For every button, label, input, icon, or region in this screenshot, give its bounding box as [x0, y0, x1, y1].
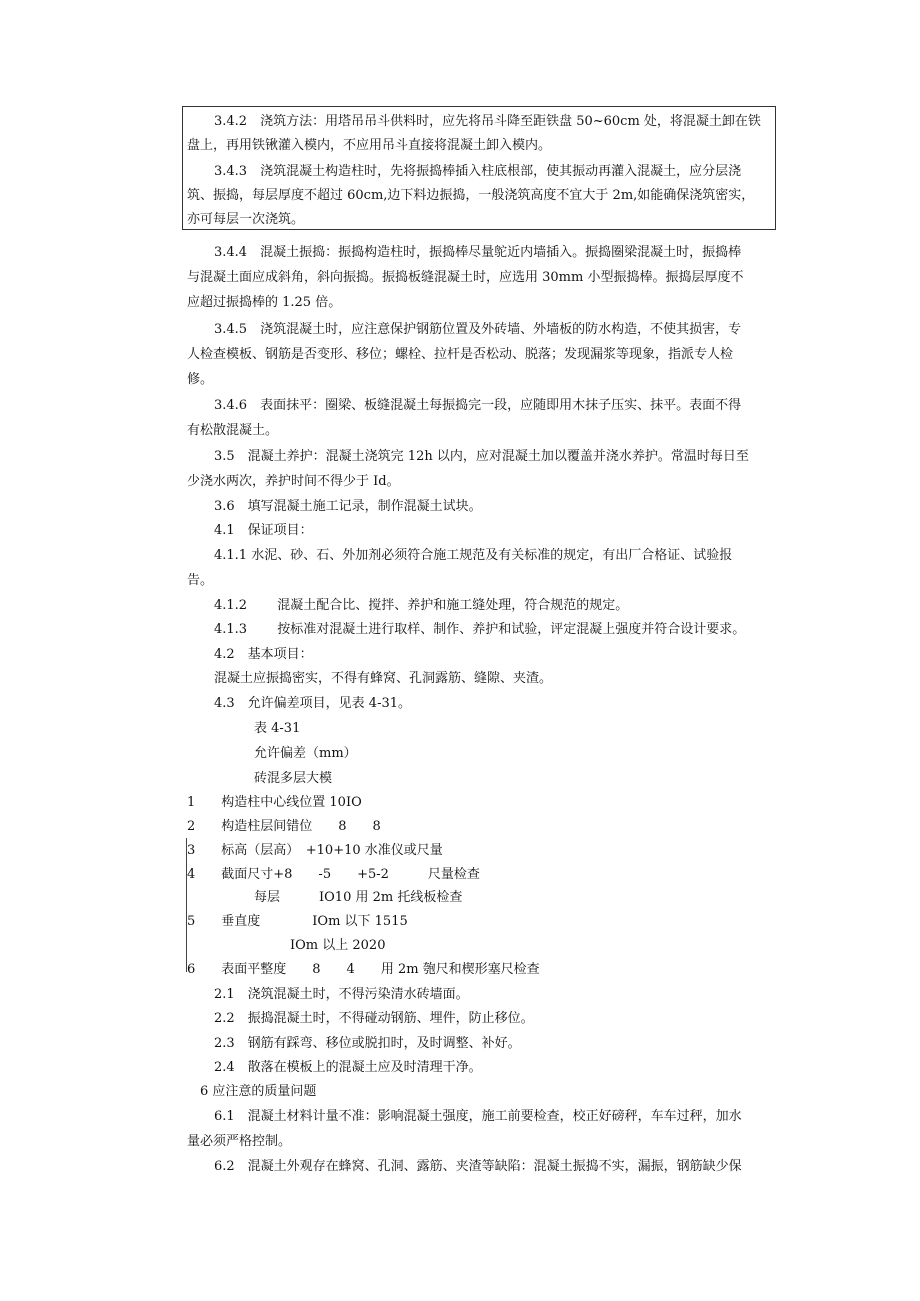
para-4-1-1-line2: 告。 — [187, 573, 214, 588]
para-3-4-6-line2: 有松散混凝土。 — [187, 423, 279, 438]
para-3-4-2-line1: 3.4.2 浇筑方法：用塔吊吊斗供料时，应先将吊斗降至距铁盘 50~60cm 处，将混凝土卸在铁 — [214, 114, 761, 129]
table-row-1: 1 构造柱中心线位置 10IO — [187, 795, 362, 810]
para-3-4-4-line2: 与混凝土面应成斜角，斜向振捣。振捣板缝混凝土时，应选用 30mm 小型振捣棒。振捣层厚度不 — [187, 270, 744, 285]
table-row-5: 5 垂直度 IOm 以下 1515 — [187, 914, 408, 929]
para-3-4-3-line1: 3.4.3 浇筑混凝土构造柱时，先将振捣棒插入柱底根部，使其振动再灌入混凝土，应分层浇 — [214, 164, 742, 179]
para-4-1-1-line1: 4.1.1 水泥、砂、石、外加剂必须符合施工规范及有关标准的规定，有出厂合格证、试验报 — [214, 548, 733, 563]
para-2-1: 2.1 浇筑混凝土时，不得污染清水砖墙面。 — [214, 987, 469, 1002]
para-4-3: 4.3 允许偏差项目，见表 4-31。 — [214, 696, 412, 711]
para-2-3: 2.3 钢筋有踩弯、移位或脱扣时，及时调整、补好。 — [214, 1036, 521, 1051]
table-caption-1: 允许偏差（mm） — [254, 746, 357, 761]
para-4-2-text: 混凝土应振捣密实，不得有蜂窝、孔洞露筋、缝隙、夹渣。 — [214, 671, 553, 686]
para-3-6: 3.6 填写混凝土施工记录，制作混凝土试块。 — [214, 499, 482, 514]
para-3-4-6-line1: 3.4.6 表面抹平：圈梁、板缝混凝土每振捣完一段，应随即用木抹子压实、抹平。表面不得 — [214, 398, 742, 413]
para-4-1: 4.1 保证项目： — [214, 523, 313, 538]
table-row-2: 2 构造柱层间错位 8 8 — [187, 819, 381, 834]
table-row-3: 3 标高（层高） +10+10 水准仪或尺量 — [187, 843, 443, 858]
para-3-4-3-line2: 筑、振捣，每层厚度不超过 60cm,边下料边振捣，一般浇筑高度不宜大于 2m,如能确保浇筑密实， — [187, 188, 755, 203]
table-caption-2: 砖混多层大模 — [254, 771, 333, 786]
table-row-5b: IOm 以上 2020 — [290, 938, 386, 953]
para-3-4-4-line1: 3.4.4 混凝土振捣：振捣构造柱时，振捣棒尽量鸵近内墙插入。振捣圈梁混凝土时，振捣棒 — [214, 245, 742, 260]
para-6-2-line1: 6.2 混凝土外观存在蜂窝、孔洞、露筋、夹渣等缺陷：混凝土振捣不实，漏振，钢筋缺少保 — [214, 1159, 742, 1174]
para-3-4-5-line1: 3.4.5 浇筑混凝土时，应注意保护钢筋位置及外砖墙、外墙板的防水构造，不使其损害，专 — [214, 322, 742, 337]
para-3-4-3-line3: 亦可每层一次浇筑。 — [187, 212, 305, 227]
para-4-2: 4.2 基本项目： — [214, 647, 313, 662]
para-4-1-3: 4.1.3 按标准对混凝土进行取样、制作、养护和试验，评定混凝上强度并符合设计要求。 — [214, 622, 746, 637]
table-number: 表 4-31 — [254, 721, 301, 736]
para-4-1-2: 4.1.2 混凝土配合比、搅拌、养护和施工缝处理，符合规范的规定。 — [214, 598, 629, 613]
para-3-4-5-line3: 修。 — [187, 372, 214, 387]
para-3-5-line2: 少浇水两次，养护时间不得少于 Id。 — [187, 474, 400, 489]
para-3-4-4-line3: 应超过振捣棒的 1.25 倍。 — [187, 295, 342, 310]
para-2-4: 2.4 散落在模板上的混凝土应及时清理干净。 — [214, 1060, 482, 1075]
para-2-2: 2.2 振捣混凝土时，不得碰动钢筋、埋件，防止移位。 — [214, 1011, 534, 1026]
table-row-4: 4 截面尺寸+8 -5 +5-2 尺量检查 — [187, 867, 480, 882]
table-row-6: 6 表面平整度 8 4 用 2m 匏尺和楔形塞尺检查 — [187, 962, 540, 977]
para-3-4-5-line2: 人检查模板、钢筋是否变形、移位；螺栓、拉杆是否松动、脱落；发现漏浆等现象，指派专人检 — [187, 347, 734, 362]
para-3-4-2-line2: 盘上，再用铁锹灌入模内，不应用吊斗直接将混凝土卸入模内。 — [187, 138, 552, 153]
para-3-5-line1: 3.5 混凝土养护：混凝土浇筑完 12h 以内，应对混凝土加以覆盖并浇水养护。常温时每日至 — [214, 449, 749, 464]
table-row-4b: 每层 IO10 用 2m 托线板检查 — [254, 890, 463, 905]
section-6-heading: 6 应注意的质量问题 — [200, 1084, 317, 1099]
para-6-1-line1: 6.1 混凝土材料计量不准：影响混凝土强度，施工前要检查，校正好磅秤，车车过秤，加水 — [214, 1109, 742, 1124]
para-6-1-line2: 量必须严格控制。 — [187, 1134, 292, 1149]
